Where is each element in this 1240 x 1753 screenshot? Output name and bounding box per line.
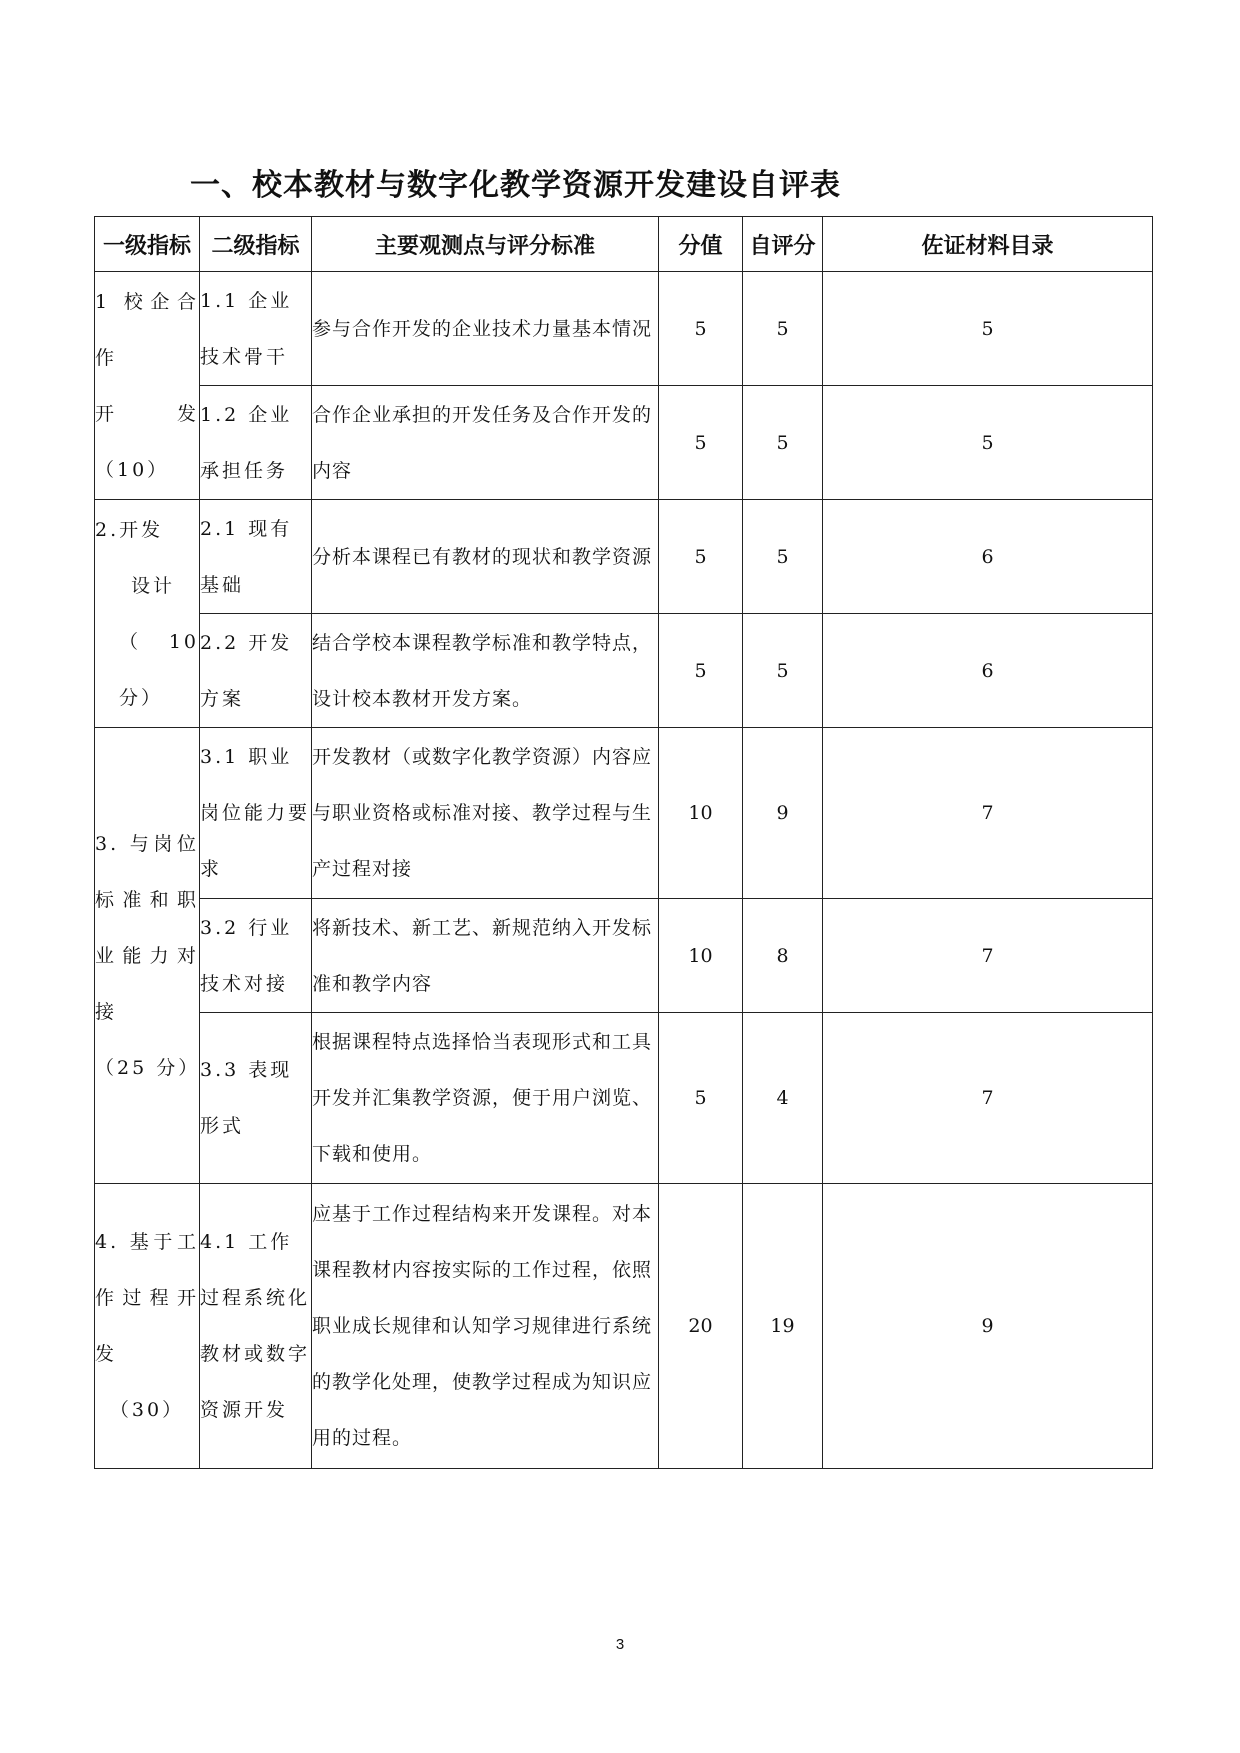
- header-self-score: 自评分: [743, 217, 823, 272]
- table-header-row: [95, 217, 1153, 272]
- level2-cell: 3.1 职业岗位能力要求: [200, 728, 312, 899]
- level2-cell: 2.2 开发方案: [200, 614, 312, 728]
- level1-text: 4. 基于工作过程开发: [95, 1231, 199, 1365]
- self-evaluation-table: [94, 216, 1153, 1469]
- level2-cell: 3.2 行业技术对接: [200, 899, 312, 1013]
- score-cell: 5: [659, 500, 743, 614]
- level1-text: 3. 与岗位标准和职业能力对接: [95, 832, 199, 1023]
- criteria-cell: 合作企业承担的开发任务及合作开发的内容: [312, 386, 659, 500]
- evidence-cell: 7: [823, 899, 1153, 1013]
- criteria-cell: 应基于工作过程结构来开发课程。对本课程教材内容按实际的工作过程，依照职业成长规律和认知学习规律进行系统的教学化处理，使教学过程成为知识应用的过程。: [312, 1184, 659, 1469]
- header-criteria: 主要观测点与评分标准: [312, 217, 659, 272]
- evidence-cell: 7: [823, 728, 1153, 899]
- criteria-cell: 分析本课程已有教材的现状和教学资源: [312, 500, 659, 614]
- table-row: [95, 899, 1153, 1013]
- score-cell: 10: [659, 728, 743, 899]
- score-cell: 5: [659, 1013, 743, 1184]
- header-level2: 二级指标: [200, 217, 312, 272]
- self-score-cell: 9: [743, 728, 823, 899]
- criteria-cell: 结合学校本课程教学标准和教学特点，设计校本教材开发方案。: [312, 614, 659, 728]
- level2-cell: 1.2 企业承担任务: [200, 386, 312, 500]
- page-title: 一、校本教材与数字化教学资源开发建设自评表: [190, 168, 841, 203]
- level1-text: 1 校企合作: [95, 290, 199, 369]
- level2-cell: 2.1 现有基础: [200, 500, 312, 614]
- criteria-cell: 参与合作开发的企业技术力量基本情况: [312, 272, 659, 386]
- score-cell: 10: [659, 899, 743, 1013]
- self-score-cell: 8: [743, 899, 823, 1013]
- table-row: [95, 728, 1153, 899]
- level2-cell: 4.1 工作过程系统化教材或数字资源开发: [200, 1184, 312, 1469]
- level2-cell: 1.1 企业技术骨干: [200, 272, 312, 386]
- table-row: [95, 614, 1153, 728]
- evidence-cell: 7: [823, 1013, 1153, 1184]
- self-score-cell: 4: [743, 1013, 823, 1184]
- self-score-cell: 5: [743, 614, 823, 728]
- header-score: 分值: [659, 217, 743, 272]
- level1-cell: [95, 728, 200, 1184]
- evidence-cell: 6: [823, 614, 1153, 728]
- level1-cell: [95, 272, 200, 500]
- table-row: [95, 500, 1153, 614]
- level1-text: 开发（10）: [95, 402, 199, 481]
- page-number: 3: [615, 1636, 625, 1653]
- level1-cell: [95, 500, 200, 728]
- level1-cell: [95, 1184, 200, 1469]
- table-row: [95, 272, 1153, 386]
- header-evidence: 佐证材料目录: [823, 217, 1153, 272]
- score-cell: 5: [659, 272, 743, 386]
- evidence-cell: 5: [823, 386, 1153, 500]
- criteria-cell: 根据课程特点选择恰当表现形式和工具开发并汇集教学资源，便于用户浏览、下载和使用。: [312, 1013, 659, 1184]
- self-score-cell: 19: [743, 1184, 823, 1469]
- evidence-cell: 5: [823, 272, 1153, 386]
- table-row: [95, 386, 1153, 500]
- level1-text: 2.开发: [95, 518, 164, 541]
- criteria-cell: 开发教材（或数字化教学资源）内容应与职业资格或标准对接、教学过程与生产过程对接: [312, 728, 659, 899]
- self-score-cell: 5: [743, 500, 823, 614]
- level1-text: 设计: [131, 574, 176, 597]
- self-score-cell: 5: [743, 272, 823, 386]
- level1-text: （10 分）: [119, 630, 199, 709]
- table-row: [95, 1184, 1153, 1469]
- table-row: [95, 1013, 1153, 1184]
- level1-text: （25 分）: [95, 1056, 201, 1079]
- header-level1: 一级指标: [95, 217, 200, 272]
- level2-cell: 3.3 表现形式: [200, 1013, 312, 1184]
- criteria-cell: 将新技术、新工艺、新规范纳入开发标准和教学内容: [312, 899, 659, 1013]
- score-cell: 20: [659, 1184, 743, 1469]
- self-score-cell: 5: [743, 386, 823, 500]
- score-cell: 5: [659, 614, 743, 728]
- evidence-cell: 9: [823, 1184, 1153, 1469]
- level1-text: （30）: [109, 1399, 185, 1421]
- evidence-cell: 6: [823, 500, 1153, 614]
- score-cell: 5: [659, 386, 743, 500]
